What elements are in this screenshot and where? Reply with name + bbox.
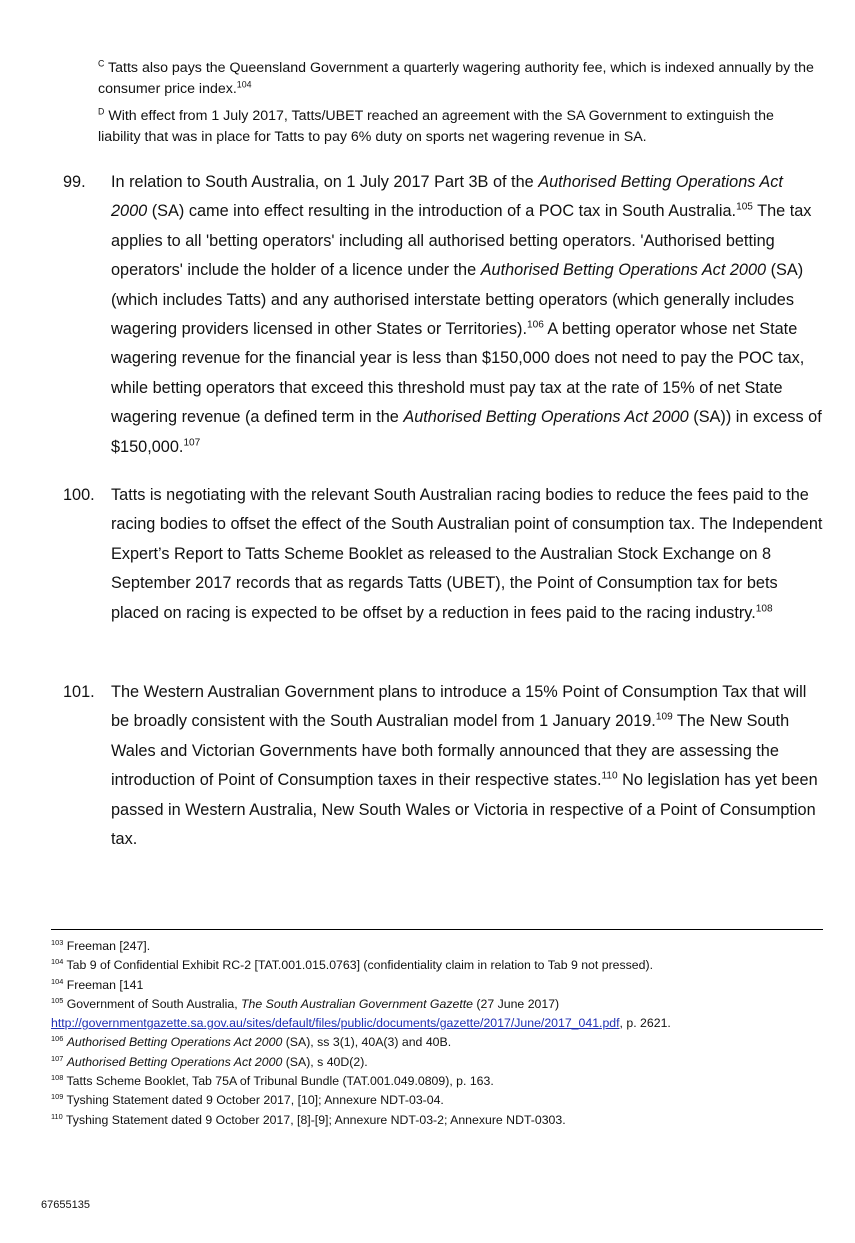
note-mark: D [98,106,105,117]
paragraph-number: 100. [63,486,95,504]
act-title: Authorised Betting Operations Act 2000 [403,408,689,427]
footnote-ref[interactable]: 105 [736,201,753,213]
paragraph-number: 101. [63,683,95,701]
footnote-text: Government of South Australia, [66,996,242,1011]
footnote-ref[interactable]: 109 [655,711,673,723]
footnote-number: 103 [51,937,64,947]
note-text: With effect from 1 July 2017, Tatts/UBET reached an agreement with the SA Government to extinguish the liability that was in place for Tatts to pay 6% duty on sports net wagering revenue in SA. [98,108,774,145]
footnote-number: 108 [51,1072,64,1082]
text-run: (SA)) in excess of $150,000. [111,408,822,456]
text-run: A betting operator whose net State wagering revenue for the financial year is less than $150,000 does not need to pay the POC tax, while betting operators that exceed this threshold must pay tax at the rate of 15% of net State wagering revenue (a defined term in the [111,320,805,427]
footnote-text: (SA), ss 3(1), 40A(3) and 40B. [282,1035,452,1050]
footnote-text: (27 June 2017) [473,996,560,1011]
footnote-107 [51,1053,823,1072]
text-run: (SA) came into effect resulting in the introduction of a POC tax in South Australia. [147,202,737,221]
footnote-text: Tab 9 of Confidential Exhibit RC-2 [TAT.001.015.0763] (confidentiality claim in relation to Tab 9 not pressed). [66,958,653,973]
text-run: Tatts is negotiating with the relevant South Australian racing bodies to reduce the fees paid to the racing bodies to offset the effect of the South Australian point of consumption tax. The Independent Expert’s Report to Tatts Scheme Booklet as released to the Australian Stock Exchange on 8 September 2017 records that as regards Tatts (UBET), the Point of Consumption tax for bets placed on racing is expected to be offset by a reduction in fees paid to the racing industry. [111,486,823,622]
footnote-number: 109 [51,1092,64,1102]
footnote-108 [51,1072,823,1091]
note-c [98,58,818,100]
footnote-109 [51,1091,823,1110]
footnote-104-duplicate [51,976,823,995]
footnote-ref[interactable]: 110 [601,770,618,782]
footnote-105 [51,995,823,1034]
footnote-103 [51,937,823,956]
footnote-number: 107 [51,1053,64,1063]
text-run: (SA) (which includes Tatts) and any authorised interstate betting operators (which generally includes wagering providers licensed in other States or Territories). [111,261,804,339]
act-title: Authorised Betting Operations Act 2000 [66,1035,283,1050]
paragraph-body [111,168,823,462]
footnote-number: 110 [51,1111,63,1121]
footnote-number: 104 [51,957,64,967]
footnote-ref[interactable]: 104 [236,79,252,90]
paragraph-99 [63,168,823,462]
text-run: No legislation has yet been passed in Western Australia, New South Wales or Victoria in respective of a Point of Consumption tax. [111,771,818,849]
note-d [98,106,818,148]
publication-title: The South Australian Government Gazette [241,996,473,1011]
footnote-text: Tyshing Statement dated 9 October 2017, [8]-[9]; Annexure NDT-03-2; Annexure NDT-0303. [65,1112,566,1127]
footnote-text: Tyshing Statement dated 9 October 2017, [10]; Annexure NDT-03-04. [66,1093,444,1108]
text-run: In relation to South Australia, on 1 July 2017 Part 3B of the [111,173,539,191]
paragraph-100 [63,481,823,628]
paragraph-body [111,678,823,854]
text-run: The tax applies to all 'betting operators' including all authorised betting operators. 'Authorised betting operators' include the holder of a licence under the [111,202,812,280]
gazette-link[interactable]: http://governmentgazette.sa.gov.au/sites/default/files/public/documents/gazette/2017/June/2017_041.pdf [51,1016,620,1031]
document-id: 67655135 [41,1199,90,1211]
footnote-number: 106 [51,1034,64,1044]
footnote-text: Tatts Scheme Booklet, Tab 75A of Tribunal Bundle (TAT.001.049.0809), p. 163. [66,1074,494,1089]
table-notes [98,58,818,154]
footnote-ref[interactable]: 106 [526,319,544,331]
footnote-number: 104 [51,976,64,986]
footnote-104 [51,956,823,975]
footnote-ref[interactable]: 107 [183,437,201,449]
footnote-text: (SA), s 40D(2). [282,1054,368,1069]
footnote-text: , p. 2621. [619,1016,671,1031]
note-mark: C [98,58,105,69]
footnote-110 [51,1111,823,1130]
act-title: Authorised Betting Operations Act 2000 [480,261,767,280]
paragraph-body [111,481,823,628]
paragraph-101 [63,678,823,854]
footnote-text: Freeman [247]. [66,939,151,953]
note-text: Tatts also pays the Queensland Government a quarterly wagering authority fee, which is indexed annually by the consumer price index. [98,60,814,97]
footnote-number: 105 [51,995,64,1005]
footnotes [51,937,823,1130]
act-title: Authorised Betting Operations Act 2000 [111,173,783,221]
act-title: Authorised Betting Operations Act 2000 [66,1054,283,1069]
footnote-separator [51,929,823,930]
paragraph-number: 99. [63,173,86,191]
footnote-text: Freeman [141 [66,977,144,992]
footnote-ref[interactable]: 108 [755,603,773,615]
footnote-106 [51,1033,823,1052]
text-run: The New South Wales and Victorian Governments have both formally announced that they are assessing the introduction of Point of Consumption taxes in their respective states. [111,712,790,790]
text-run: The Western Australian Government plans to introduce a 15% Point of Consumption Tax that will be broadly consistent with the South Australian model from 1 January 2019. [111,683,807,731]
